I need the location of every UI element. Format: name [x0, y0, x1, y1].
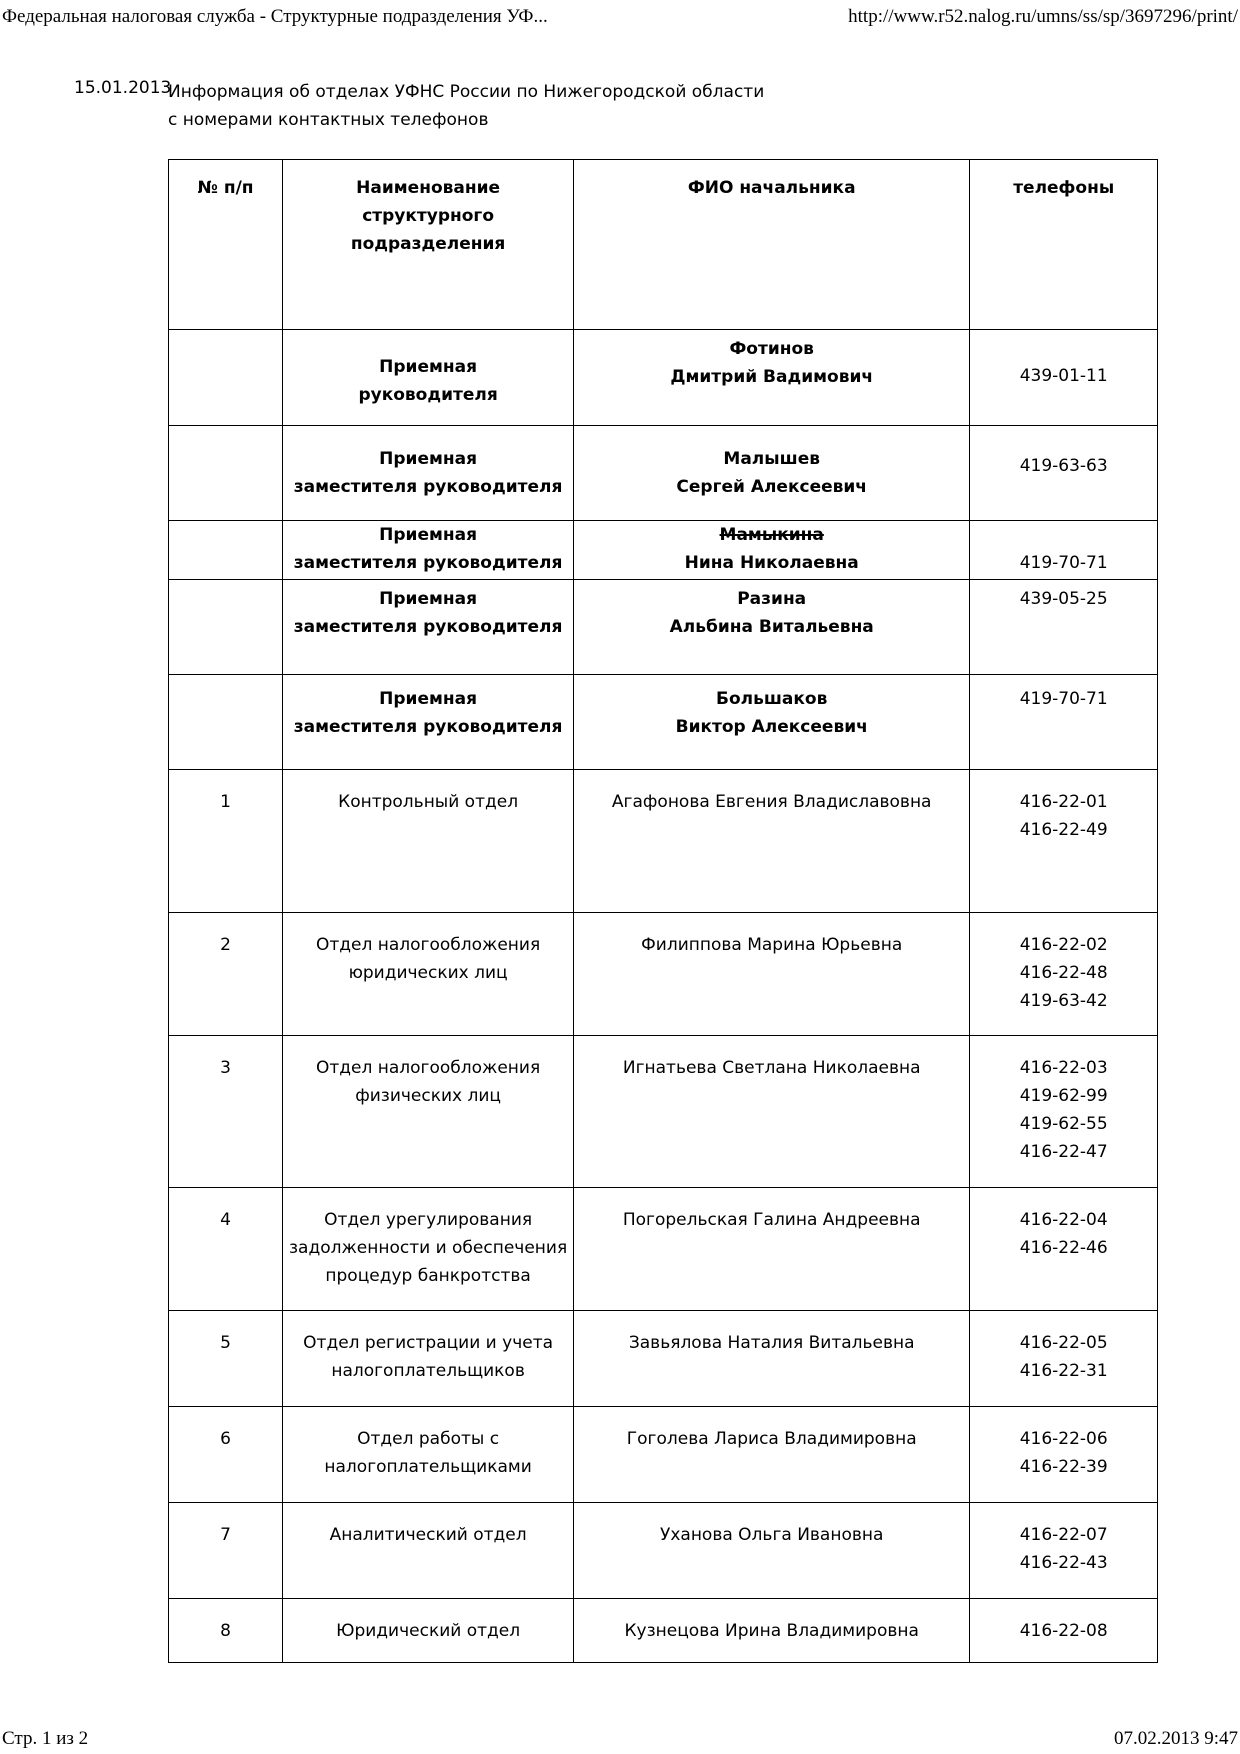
phone: 419-63-63	[1019, 456, 1108, 476]
head-line: Фотинов	[729, 339, 814, 359]
header-line: Наименование	[356, 178, 501, 198]
name-line: Отдел регистрации и учета	[303, 1333, 554, 1353]
head-line: Виктор Алексеевич	[675, 717, 868, 737]
phone: 416-22-47	[1019, 1142, 1108, 1162]
table-row	[169, 1036, 1158, 1188]
name-line: Приемная	[379, 357, 478, 377]
cell-num: 5	[169, 1311, 283, 1407]
cell-name	[283, 426, 574, 521]
cell-num: 1	[169, 770, 283, 913]
cell-num: 3	[169, 1036, 283, 1188]
header-line: подразделения	[350, 234, 506, 254]
phone: 419-62-55	[1019, 1114, 1108, 1134]
phone: 416-22-01	[1019, 792, 1108, 812]
header-cell-num: № п/п	[169, 160, 283, 330]
cell-phones	[970, 675, 1158, 770]
cell-name	[283, 521, 574, 580]
departments-table	[168, 159, 1158, 1663]
table-row	[169, 1503, 1158, 1599]
head-line: Альбина Витальевна	[669, 617, 874, 637]
name-line: физических лиц	[355, 1086, 501, 1106]
cell-head	[574, 330, 970, 426]
head-line: Нина Николаевна	[684, 553, 859, 573]
document-title	[168, 78, 764, 134]
table-row	[169, 675, 1158, 770]
name-line: Отдел налогообложения	[315, 935, 541, 955]
cell-name	[283, 675, 574, 770]
cell-head: Завьялова Наталия Витальевна	[574, 1311, 970, 1407]
table-row	[169, 1311, 1158, 1407]
header-cell-name	[283, 160, 574, 330]
name-line: юридических лиц	[348, 963, 508, 983]
cell-phones	[970, 913, 1158, 1036]
cell-name	[283, 770, 574, 913]
cell-name	[283, 1311, 574, 1407]
phone: 416-22-08	[1019, 1621, 1108, 1641]
cell-head	[574, 521, 970, 580]
cell-head	[574, 675, 970, 770]
name-line: задолженности и обеспечения	[289, 1238, 568, 1258]
phone: 419-62-99	[1019, 1086, 1108, 1106]
name-line: Приемная	[379, 689, 478, 709]
cell-phones	[970, 580, 1158, 675]
name-line: Аналитический отдел	[329, 1525, 527, 1545]
cell-phones	[970, 521, 1158, 580]
table-row	[169, 913, 1158, 1036]
name-line: Отдел работы с	[357, 1429, 500, 1449]
cell-name	[283, 580, 574, 675]
table-row	[169, 1599, 1158, 1663]
phone: 416-22-04	[1019, 1210, 1108, 1230]
cell-name	[283, 1503, 574, 1599]
document-title-line: с номерами контактных телефонов	[168, 110, 489, 130]
name-line: Отдел налогообложения	[315, 1058, 541, 1078]
table-row	[169, 580, 1158, 675]
phone: 419-70-71	[1019, 689, 1108, 709]
phone: 416-22-07	[1019, 1525, 1108, 1545]
print-footer-page-info: Стр. 1 из 2	[2, 1728, 89, 1749]
phone: 416-22-31	[1019, 1361, 1108, 1381]
phone: 416-22-05	[1019, 1333, 1108, 1353]
cell-phones	[970, 1036, 1158, 1188]
phone: 416-22-43	[1019, 1553, 1108, 1573]
cell-phones	[970, 1503, 1158, 1599]
cell-num	[169, 521, 283, 580]
phone: 439-05-25	[1019, 589, 1108, 609]
cell-num: 7	[169, 1503, 283, 1599]
head-line: Сергей Алексеевич	[676, 477, 867, 497]
cell-phones	[970, 1599, 1158, 1663]
cell-phones	[970, 1188, 1158, 1311]
name-line: заместителя руководителя	[293, 553, 563, 573]
name-line: налогоплательщиков	[331, 1361, 525, 1381]
name-line: Юридический отдел	[336, 1621, 521, 1641]
name-line: налогоплательщиками	[324, 1457, 532, 1477]
cell-num	[169, 580, 283, 675]
cell-head: Агафонова Евгения Владиславовна	[574, 770, 970, 913]
name-line: заместителя руководителя	[293, 477, 563, 497]
document-title-line: Информация об отделах УФНС России по Нижегородской области	[168, 82, 765, 102]
cell-head: Погорельская Галина Андреевна	[574, 1188, 970, 1311]
phone: 416-22-06	[1019, 1429, 1108, 1449]
document-date: 15.01.2013	[74, 78, 172, 98]
name-line: Приемная	[379, 589, 478, 609]
cell-num	[169, 426, 283, 521]
cell-head	[574, 580, 970, 675]
cell-num: 2	[169, 913, 283, 1036]
cell-phones	[970, 426, 1158, 521]
cell-phones	[970, 330, 1158, 426]
table-row	[169, 770, 1158, 913]
cell-num: 8	[169, 1599, 283, 1663]
head-line: Разина	[737, 589, 807, 609]
cell-head: Гоголева Лариса Владимировна	[574, 1407, 970, 1503]
cell-head: Уханова Ольга Ивановна	[574, 1503, 970, 1599]
header-line: структурного	[362, 206, 494, 226]
struck-head-name: Мамыкина	[719, 525, 824, 545]
phone: 416-22-03	[1019, 1058, 1108, 1078]
name-line: заместителя руководителя	[293, 617, 563, 637]
table-row	[169, 330, 1158, 426]
phone: 416-22-48	[1019, 963, 1108, 983]
cell-name	[283, 1599, 574, 1663]
phone: 416-22-46	[1019, 1238, 1108, 1258]
phone: 419-63-42	[1019, 991, 1108, 1011]
cell-name	[283, 1407, 574, 1503]
name-line: руководителя	[358, 385, 498, 405]
print-footer-printed-at: 07.02.2013 9:47	[1113, 1728, 1238, 1749]
print-header-url: http://www.r52.nalog.ru/umns/ss/sp/3697296/print/	[848, 6, 1238, 27]
cell-head: Кузнецова Ирина Владимировна	[574, 1599, 970, 1663]
cell-phones	[970, 770, 1158, 913]
name-line: Приемная	[379, 525, 478, 545]
name-line: Контрольный отдел	[338, 792, 519, 812]
name-line: Отдел урегулирования	[324, 1210, 533, 1230]
name-line: процедур банкротства	[325, 1266, 531, 1286]
print-header-page-title: Федеральная налоговая служба - Структурные подразделения УФ...	[2, 6, 548, 27]
name-line: заместителя руководителя	[293, 717, 563, 737]
phone: 416-22-49	[1019, 820, 1108, 840]
cell-phones	[970, 1311, 1158, 1407]
cell-name	[283, 913, 574, 1036]
phone: 416-22-02	[1019, 935, 1108, 955]
header-cell-head: ФИО начальника	[574, 160, 970, 330]
header-row	[169, 160, 1158, 330]
table-row	[169, 521, 1158, 580]
phone: 419-70-71	[1019, 553, 1108, 573]
cell-name	[283, 1036, 574, 1188]
table-row	[169, 1188, 1158, 1311]
head-line: Малышев	[723, 449, 820, 469]
cell-phones	[970, 1407, 1158, 1503]
cell-num	[169, 330, 283, 426]
cell-head	[574, 426, 970, 521]
table-row	[169, 426, 1158, 521]
cell-head: Филиппова Марина Юрьевна	[574, 913, 970, 1036]
name-line: Приемная	[379, 449, 478, 469]
header-cell-phones: телефоны	[970, 160, 1158, 330]
table-row	[169, 1407, 1158, 1503]
cell-name	[283, 1188, 574, 1311]
phone: 439-01-11	[1019, 366, 1108, 386]
phone: 416-22-39	[1019, 1457, 1108, 1477]
cell-num: 6	[169, 1407, 283, 1503]
cell-num	[169, 675, 283, 770]
cell-num: 4	[169, 1188, 283, 1311]
cell-name	[283, 330, 574, 426]
head-line: Большаков	[716, 689, 828, 709]
cell-head: Игнатьева Светлана Николаевна	[574, 1036, 970, 1188]
head-line: Дмитрий Вадимович	[670, 367, 874, 387]
